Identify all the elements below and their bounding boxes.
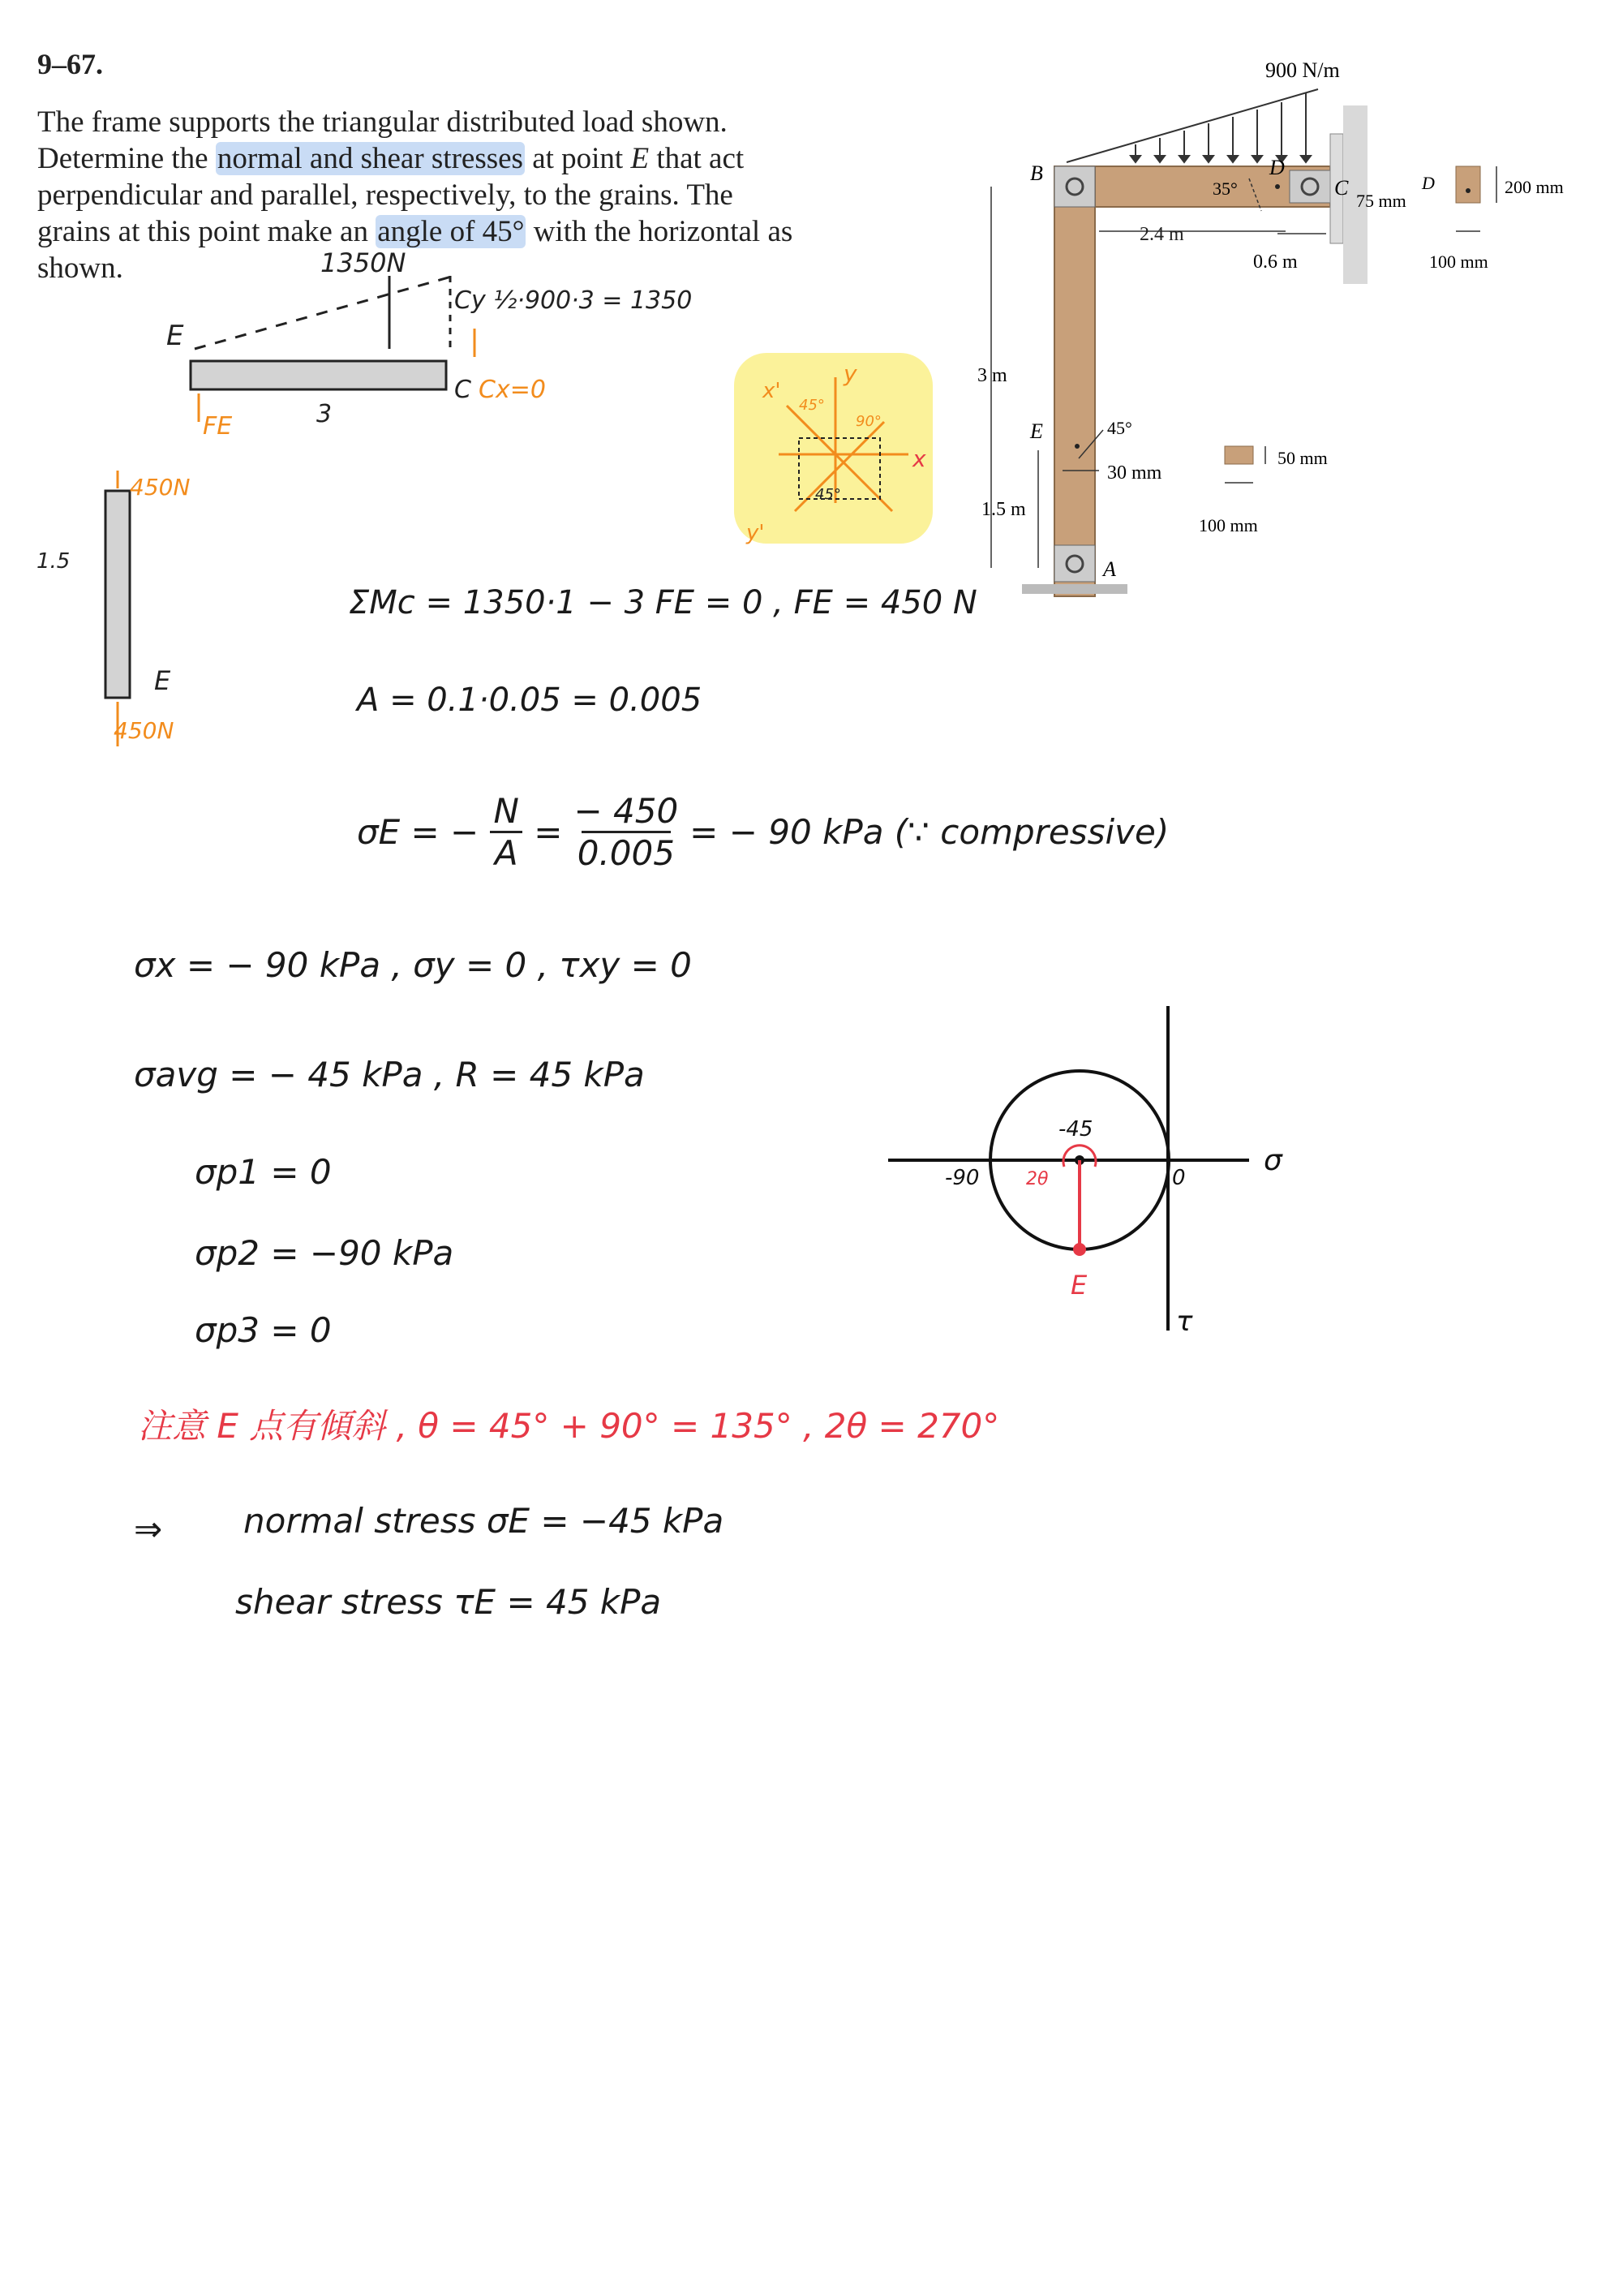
fbd-e-label: E (166, 320, 184, 352)
label-y: y (844, 360, 857, 387)
moment-equation: ΣMc = 1350·1 − 3 FE = 0 , FE = 450 N (349, 584, 977, 621)
statement-part: at point (524, 142, 631, 175)
ground-A (1022, 584, 1127, 594)
angle-45: 45° (1107, 418, 1132, 438)
section-D-label: D (1422, 173, 1435, 193)
principal-2: σp2 = −90 kPa (195, 1233, 454, 1273)
dim-100mm-b: 100 mm (1199, 515, 1258, 535)
angle-45-top: 45° (799, 397, 825, 414)
angle-35: 35° (1213, 178, 1238, 199)
statement-part: with the horizontal as shown. (37, 215, 793, 285)
fbd-len1.5: 1.5 (36, 549, 71, 574)
bracket-C (1290, 170, 1330, 203)
avg-and-radius: σavg = − 45 kPa , R = 45 kPa (134, 1055, 645, 1094)
dim-2.4: 2.4 m (1140, 224, 1184, 245)
load-label: 900 N/m (1265, 58, 1340, 82)
highlight-angle: angle of 45° (377, 215, 525, 248)
label-B: B (1030, 161, 1043, 185)
label-xprime: x' (762, 379, 781, 403)
label-yprime: y' (746, 521, 765, 545)
area-equation: A = 0.1·0.05 = 0.005 (357, 681, 702, 719)
fraction-450 (573, 791, 678, 873)
point-D (1275, 184, 1280, 189)
highlight-normal-shear: normal and shear stresses (217, 142, 523, 175)
dim-3m: 3 m (977, 365, 1007, 386)
fbd-1350-label: 1350N (320, 252, 406, 278)
section-E (1225, 446, 1253, 464)
fbd-beam-rect (191, 361, 446, 389)
label-zero: 0 (1172, 1166, 1186, 1190)
label-E: E (1030, 419, 1043, 443)
fbd-e2-label: E (154, 665, 171, 696)
stress-components: σx = − 90 kPa , σy = 0 , τxy = 0 (134, 945, 692, 985)
dim-50mm: 50 mm (1277, 448, 1328, 468)
frac1-den: A (494, 833, 518, 873)
frac1-num: N (493, 791, 519, 831)
fbd-cy-eq: Cy ½·900·3 = 1350 (454, 286, 693, 315)
label-D: D (1269, 156, 1285, 179)
fbd-len3: 3 (316, 400, 333, 428)
principal-3: σp3 = 0 (195, 1310, 332, 1350)
dim-100mm-a: 100 mm (1429, 252, 1488, 272)
label-x: x (912, 445, 926, 472)
dim-30mm: 30 mm (1107, 462, 1162, 484)
frac2-den: 0.005 (577, 833, 675, 873)
fbd-450-bot: 450N (114, 717, 174, 744)
support-A (1054, 545, 1095, 582)
statement-part: that act perpendicular and parallel, respectively, to the grains. The grains at this point make an (37, 142, 745, 248)
fbd-load-envelope (195, 276, 454, 349)
point-variable: E (630, 142, 650, 175)
fbd-cx: Cx=0 (479, 376, 546, 404)
fbd-450-top: 450N (130, 474, 191, 501)
joint-B (1054, 166, 1095, 207)
frac2-num: − 450 (573, 791, 679, 831)
fbd-fe-label: FE (203, 412, 233, 441)
equals-sign: = (534, 812, 563, 852)
fbd-beam (97, 252, 746, 495)
problem-number: 9–67. (37, 48, 103, 80)
principal-1: σp1 = 0 (195, 1152, 332, 1192)
implies-arrow: ⇒ (134, 1509, 163, 1549)
fbd-c-label: C (454, 376, 471, 404)
sigma-e-rhs: = − 90 kPa (∵ compressive) (689, 812, 1170, 852)
label-A: A (1103, 557, 1116, 581)
label-sigma: σ (1264, 1144, 1282, 1177)
section-D-point (1466, 188, 1471, 193)
section-D (1456, 166, 1480, 203)
shear-stress-result: shear stress τE = 45 kPa (235, 1582, 662, 1622)
label-neg45: -45 (1058, 1117, 1093, 1142)
point-E-mohr (1073, 1243, 1086, 1256)
fraction-n-a (490, 791, 522, 873)
dim-75mm: 75 mm (1356, 191, 1406, 211)
label-E-mohr: E (1071, 1270, 1088, 1301)
frame-figure (957, 49, 1606, 617)
label-neg90: -90 (945, 1166, 980, 1190)
normal-stress-result: normal stress σE = −45 kPa (243, 1501, 724, 1541)
load-envelope (1067, 89, 1318, 162)
stress-equation (357, 791, 1169, 873)
vertical-column (1054, 166, 1095, 596)
mohr-circle (876, 990, 1330, 1347)
axes-sketch (730, 349, 941, 552)
dim-200mm: 200 mm (1505, 177, 1564, 197)
label-C: C (1334, 176, 1349, 200)
point-E (1075, 444, 1080, 449)
fbd-column-rect (105, 491, 130, 698)
angle-45-bottom: 45° (815, 486, 841, 503)
label-tau: τ (1176, 1305, 1193, 1338)
fbd-column (32, 471, 243, 763)
dim-1.5: 1.5 m (981, 499, 1026, 520)
angle-90: 90° (856, 413, 882, 430)
dim-0.6: 0.6 m (1253, 252, 1298, 273)
sigma-e-lhs: σE = − (357, 812, 479, 852)
note-red: 注意 E 点有傾斜 , θ = 45° + 90° = 135° , 2θ = 270° (138, 1406, 1000, 1446)
statement-part: The frame supports the triangular distributed load shown. Determine the (37, 105, 728, 175)
load-arrows (1131, 93, 1311, 162)
label-2theta: 2θ (1026, 1169, 1049, 1189)
